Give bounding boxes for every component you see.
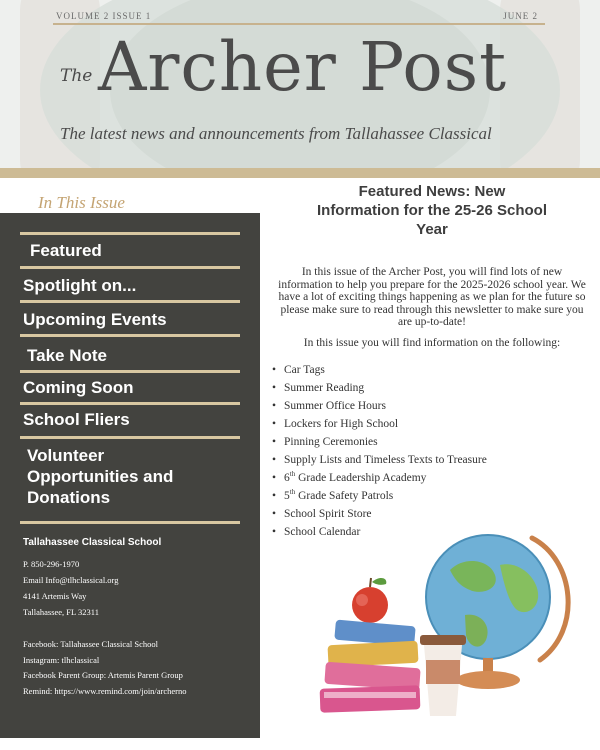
header-rule [53, 23, 545, 25]
volume-issue: VOLUME 2 ISSUE 1 [56, 11, 152, 21]
issue-date: JUNE 2 [503, 11, 538, 21]
coffee-cup-illustration [420, 635, 466, 716]
list-item-text: Grade Leadership Academy [295, 472, 427, 484]
featured-news-title-line: Year [416, 221, 448, 238]
facebook-link[interactable]: Facebook: Tallahassee Classical School [23, 639, 158, 649]
toc-divider [20, 232, 240, 235]
email[interactable]: Email Info@tlhclassical.org [23, 575, 119, 585]
list-item-text: Grade Safety Patrols [295, 490, 394, 502]
toc-item-take-note[interactable]: Take Note [27, 346, 107, 365]
featured-news-title [300, 182, 564, 239]
list-item: • Lockers for High School [272, 415, 487, 433]
toc-divider [20, 334, 240, 337]
list-item: • School Spirit Store [272, 505, 487, 523]
in-this-issue-heading: In This Issue [38, 193, 125, 212]
list-item: • Supply Lists and Timeless Texts to Treasure [272, 451, 487, 469]
toc-item-spotlight[interactable]: Spotlight on... [23, 276, 137, 295]
remind-link[interactable]: Remind: https://www.remind.com/join/archerno [23, 686, 187, 696]
address-line-1: 4141 Artemis Way [23, 591, 87, 601]
books-illustration [320, 620, 421, 713]
instagram-link[interactable]: Instagram: tlhclassical [23, 655, 100, 665]
list-item [272, 487, 487, 505]
toc-item-featured[interactable]: Featured [30, 241, 102, 260]
intro-paragraph: In this issue of the Archer Post, you will find lots of new information to help you prepare for the 2025-2026 school year. We have a lot of exciting things happening as we plan for the future so please make sure to read through this newsletter to make sure you are up-to-date! [278, 266, 586, 328]
grade-number: 5 [284, 490, 290, 502]
toc-divider [20, 300, 240, 303]
table-of-contents-sidebar [0, 213, 260, 738]
toc-item-upcoming-events[interactable]: Upcoming Events [23, 310, 167, 329]
topics-list [272, 361, 487, 541]
toc-divider [20, 266, 240, 269]
list-item: • Summer Reading [272, 379, 487, 397]
featured-news-title-line: Featured News: New [358, 183, 506, 200]
newsletter-title: Archer Post [98, 28, 508, 106]
toc-item-school-fliers[interactable]: School Fliers [23, 410, 130, 429]
toc-item-volunteer-line: Donations [27, 488, 111, 507]
list-item [272, 469, 487, 487]
apple-illustration [352, 578, 388, 623]
address-line-2: Tallahassee, FL 32311 [23, 607, 99, 617]
toc-item-coming-soon[interactable]: Coming Soon [23, 378, 134, 397]
toc-divider [20, 402, 240, 405]
ordinal-suffix: th [289, 470, 296, 479]
gold-band [0, 168, 600, 178]
grade-number: 6 [284, 472, 290, 484]
list-intro: In this issue you will find information on the following: [303, 337, 561, 349]
featured-news-title-line: Information for the 25-26 School [316, 202, 548, 219]
toc-item-volunteer-line: Opportunities and [27, 467, 174, 486]
list-item: • Summer Office Hours [272, 397, 487, 415]
toc-divider [20, 436, 240, 439]
masthead-the: The [60, 66, 93, 86]
toc-divider [20, 521, 240, 524]
masthead-banner [0, 0, 600, 170]
toc-divider [20, 370, 240, 373]
toc-item-volunteer-line: Volunteer [27, 446, 105, 465]
school-name: Tallahassee Classical School [23, 537, 162, 548]
toc-item-volunteer[interactable] [27, 445, 173, 508]
parent-group-link[interactable]: Facebook Parent Group: Artemis Parent Group [23, 670, 183, 680]
school-supplies-illustration [300, 520, 590, 745]
ordinal-suffix: th [289, 488, 296, 497]
list-item: • Car Tags [272, 361, 487, 379]
list-item: • School Calendar [272, 523, 487, 541]
list-item: • Pinning Ceremonies [272, 433, 487, 451]
tagline: The latest news and announcements from Tallahassee Classical [60, 124, 492, 143]
phone: P. 850-296-1970 [23, 559, 80, 569]
